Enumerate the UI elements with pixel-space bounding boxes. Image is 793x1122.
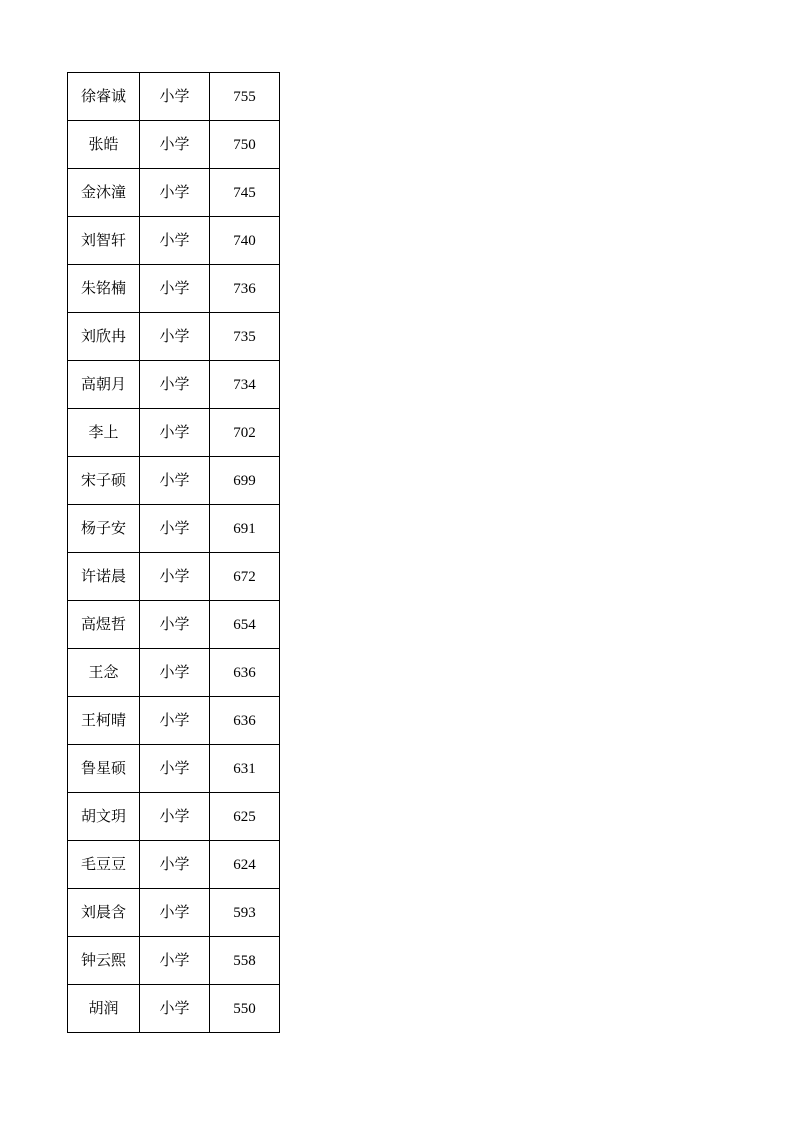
cell-score: 736: [210, 265, 280, 313]
cell-score: 755: [210, 73, 280, 121]
cell-level: 小学: [140, 793, 210, 841]
table-row: [68, 601, 280, 649]
cell-score: 654: [210, 601, 280, 649]
cell-level: 小学: [140, 841, 210, 889]
table-row: [68, 505, 280, 553]
cell-name: 毛豆豆: [68, 841, 140, 889]
cell-score: 734: [210, 361, 280, 409]
cell-name: 钟云熙: [68, 937, 140, 985]
table-row: [68, 169, 280, 217]
cell-level: 小学: [140, 73, 210, 121]
cell-name: 鲁星硕: [68, 745, 140, 793]
cell-level: 小学: [140, 313, 210, 361]
cell-level: 小学: [140, 649, 210, 697]
cell-level: 小学: [140, 937, 210, 985]
cell-score: 750: [210, 121, 280, 169]
table-row: [68, 697, 280, 745]
table-row: [68, 217, 280, 265]
cell-level: 小学: [140, 121, 210, 169]
cell-name: 高朝月: [68, 361, 140, 409]
cell-score: 691: [210, 505, 280, 553]
cell-name: 许诺晨: [68, 553, 140, 601]
table-row: [68, 121, 280, 169]
cell-name: 刘智轩: [68, 217, 140, 265]
table-row: [68, 841, 280, 889]
table-row: [68, 73, 280, 121]
cell-level: 小学: [140, 553, 210, 601]
cell-score: 702: [210, 409, 280, 457]
cell-name: 王念: [68, 649, 140, 697]
score-table-container: [67, 72, 280, 1033]
cell-level: 小学: [140, 697, 210, 745]
cell-level: 小学: [140, 361, 210, 409]
score-table: [67, 72, 280, 1033]
cell-score: 699: [210, 457, 280, 505]
cell-score: 625: [210, 793, 280, 841]
cell-score: 745: [210, 169, 280, 217]
table-row: [68, 265, 280, 313]
cell-score: 631: [210, 745, 280, 793]
cell-name: 胡文玥: [68, 793, 140, 841]
cell-score: 740: [210, 217, 280, 265]
table-row: [68, 313, 280, 361]
cell-level: 小学: [140, 265, 210, 313]
table-row: [68, 361, 280, 409]
cell-name: 金沐潼: [68, 169, 140, 217]
cell-level: 小学: [140, 457, 210, 505]
cell-level: 小学: [140, 889, 210, 937]
cell-name: 徐睿诚: [68, 73, 140, 121]
score-table-body: [68, 73, 280, 1033]
cell-name: 朱铭楠: [68, 265, 140, 313]
table-row: [68, 793, 280, 841]
table-row: [68, 937, 280, 985]
cell-name: 李上: [68, 409, 140, 457]
table-row: [68, 553, 280, 601]
cell-name: 高煜哲: [68, 601, 140, 649]
cell-level: 小学: [140, 601, 210, 649]
cell-score: 735: [210, 313, 280, 361]
table-row: [68, 649, 280, 697]
cell-name: 胡润: [68, 985, 140, 1033]
cell-level: 小学: [140, 985, 210, 1033]
cell-score: 558: [210, 937, 280, 985]
table-row: [68, 409, 280, 457]
cell-level: 小学: [140, 409, 210, 457]
cell-score: 636: [210, 649, 280, 697]
cell-level: 小学: [140, 505, 210, 553]
cell-name: 张皓: [68, 121, 140, 169]
table-row: [68, 889, 280, 937]
cell-score: 636: [210, 697, 280, 745]
cell-name: 杨子安: [68, 505, 140, 553]
cell-name: 王柯晴: [68, 697, 140, 745]
cell-score: 624: [210, 841, 280, 889]
cell-score: 672: [210, 553, 280, 601]
table-row: [68, 457, 280, 505]
cell-score: 593: [210, 889, 280, 937]
cell-name: 刘晨含: [68, 889, 140, 937]
table-row: [68, 985, 280, 1033]
table-row: [68, 745, 280, 793]
cell-level: 小学: [140, 745, 210, 793]
cell-level: 小学: [140, 217, 210, 265]
cell-name: 刘欣冉: [68, 313, 140, 361]
cell-score: 550: [210, 985, 280, 1033]
cell-level: 小学: [140, 169, 210, 217]
cell-name: 宋子硕: [68, 457, 140, 505]
